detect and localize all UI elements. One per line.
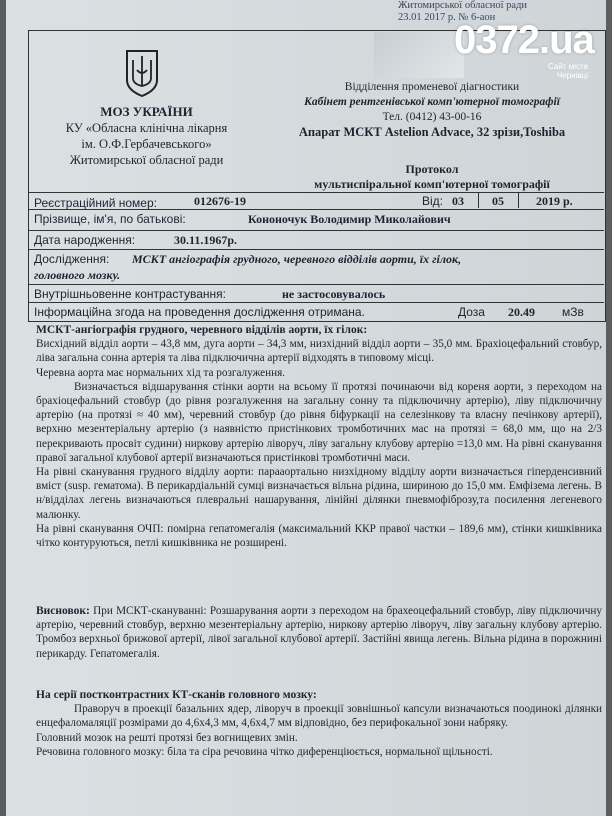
watermark-sub-1: Сайт міста [548,62,588,71]
ministry-block [34,104,259,168]
contrast-value: не застосовувалось [282,287,386,301]
report-paragraph-5: На рівні сканування ОЧП: помірна гепатомегалія (максимальний ККР правої частки – 189,6 мм), стінки кишківника чітко контуруються, петлі кишківника не розширені. [36,522,602,550]
conclusion-block [36,604,602,661]
report-paragraph-3: Визначається відшарування стінки аорти на всьому її протязі починаючи від кореня аорти, з переходом на брахіоцефальний стовбур (до рівня розгалуження на загальну сонну та підключичну артерію), ліву підключичну артерію (на протязі ≈ 40 мм), черевний стовбур (до рівня біфуркації на селезінкову та власну печінкову артерії), верхню мезентеріальну артерію (з наявністю пристінкових тромботичних мас на протязі = 68,0 мм, що на 2/3 перекривають просвіт судини) ниркову артерію ліворуч, ліву загальну клубову артерію =13,0 мм. На рівні сканування правої загальної клубової артерії визначаються пристінкові тромботичні маси. [36,380,602,464]
faded-photo [374,32,464,78]
date-sep-2 [518,192,519,208]
protocol-title-block [262,162,602,192]
department-block [262,80,602,140]
brain-paragraph-2: Головний мозок на решті протязі без вогнищевих змін. [36,731,298,744]
device-line: Апарат МСКТ Astelion Advace, 32 зрізи,Toshiba [298,125,566,139]
department-name: Відділення променевої діагностики [344,81,520,93]
name-label: Прізвище, ім'я, по батькові: [34,212,186,226]
reg-value: 012676-19 [194,194,246,208]
reg-label: Реєстраційний номер: [34,196,157,210]
form-divider [28,230,604,231]
patient-name: Кононочук Володимир Миколайович [248,212,451,226]
form-divider [28,209,604,210]
conclusion-label: Висновок: [36,605,90,617]
study-label: Дослідження: [34,252,110,266]
ministry-line-2: ім. О.Ф.Гербачевського» [81,137,212,151]
report-heading: МСКТ-ангіографія грудного, черевного відділів аорти, їх гілок: [36,324,368,336]
protocol-title: Протокол [405,162,459,176]
trident-emblem-icon [124,48,160,98]
conclusion-text: При МСКТ-скануванні: Розшарування аорти з переходом на брахеоцефальний стовбур, ліву підключичну артерію, черевний стовбур, верхню мезентеріальну артерію, ниркову артерію ліворуч, ліву загальну клубову артерію. Тромбоз верхньої брижової артерії, лівої загальної клубової артерії. Застійні явища легень. Вільна рідина в порожнині перикарду. Гепатомегалія. [36,605,603,660]
brain-paragraph-3: Речовина головного мозку: біла та сіра речовина чітко диференціюється, нормальної щільності. [36,745,493,758]
brain-block [36,688,602,759]
department-phone: Тел. (0412) 43-00-16 [382,111,482,123]
form-divider [28,249,604,250]
protocol-subtitle: мультиспіральної комп'ютерної томографії [314,177,550,191]
form-divider [28,302,604,303]
date-year: 2019 р. [536,194,573,208]
dose-value: 20.49 [508,305,535,319]
dob-value: 30.11.1967р. [174,233,238,247]
watermark-sub-2: Чернівці [556,71,588,80]
date-day: 03 [452,194,464,208]
ministry-line-3: Житомирської обласної ради [69,153,224,167]
study-value-2: головного мозку. [34,268,121,282]
dose-label: Доза [458,305,485,319]
watermark-logo: 0372.ua [454,18,594,62]
consent-label: Інформаційна згода на проведення дослідження отримана. [34,305,365,319]
report-paragraph-2: Черевна аорта має нормальних хід та розгалуження. [36,366,286,379]
ministry-line-1: КУ «Обласна клінічна лікарня [65,121,228,135]
date-month: 05 [492,194,504,208]
date-sep-1 [478,192,479,208]
dob-label: Дата народження: [34,233,136,247]
contrast-label: Внутрішньовенне контрастування: [34,287,226,301]
brain-paragraph-1: Праворуч в проекції базальних ядер, ліворуч в проекції зовнішньої капсули визначаються поодинокі ділянки енцефаломаляції розмірами до 4,6х4,3 мм, 4,6х4,7 мм відповідно, без перифокальної зони набряку. [36,703,602,730]
ministry-title: МОЗ УКРАЇНИ [100,104,193,119]
study-value-1: МСКТ ангіографія грудного, черевного відділів аорти, їх гілок, [132,252,462,266]
report-body [36,323,602,550]
date-label: Від: [422,194,444,208]
site-watermark [454,18,604,84]
department-cabinet: Кабінет рентгенівської комп'ютерної томографії [304,96,560,108]
document-page [6,0,606,816]
report-paragraph-1: Висхідний відділ аорти – 43,8 мм, дуга аорти – 34,3 мм, низхідний відділ аорти – 35,0 мм. Брахіоцефальний стовбур, ліва загальна сонна артерія та ліва підключична артерії відходять в типовому місці. [36,338,602,365]
report-paragraph-4: На рівні сканування грудного відділу аорти: парааортально низхідному відділу аорти визначається гіперденсивний вміст (susp. гематома). В перикардіальній сумці визначається вільна рідина, шириною до 15,0 мм. Емфізема легень. В н/відділах легень визначаються плевральні нашарування, лінійні ділянки пневмофіброзу,та посилення легеневого малюнку. [36,466,602,521]
dose-unit: мЗв [562,305,584,319]
brain-heading: На серії постконтрастних КТ-сканів головного мозку: [36,689,317,701]
stamp-line-2: 23.01 2017 р. № 6-аон [398,12,496,23]
stamp-line-1: Житомирської обласної ради [398,0,528,11]
form-divider [28,284,604,285]
